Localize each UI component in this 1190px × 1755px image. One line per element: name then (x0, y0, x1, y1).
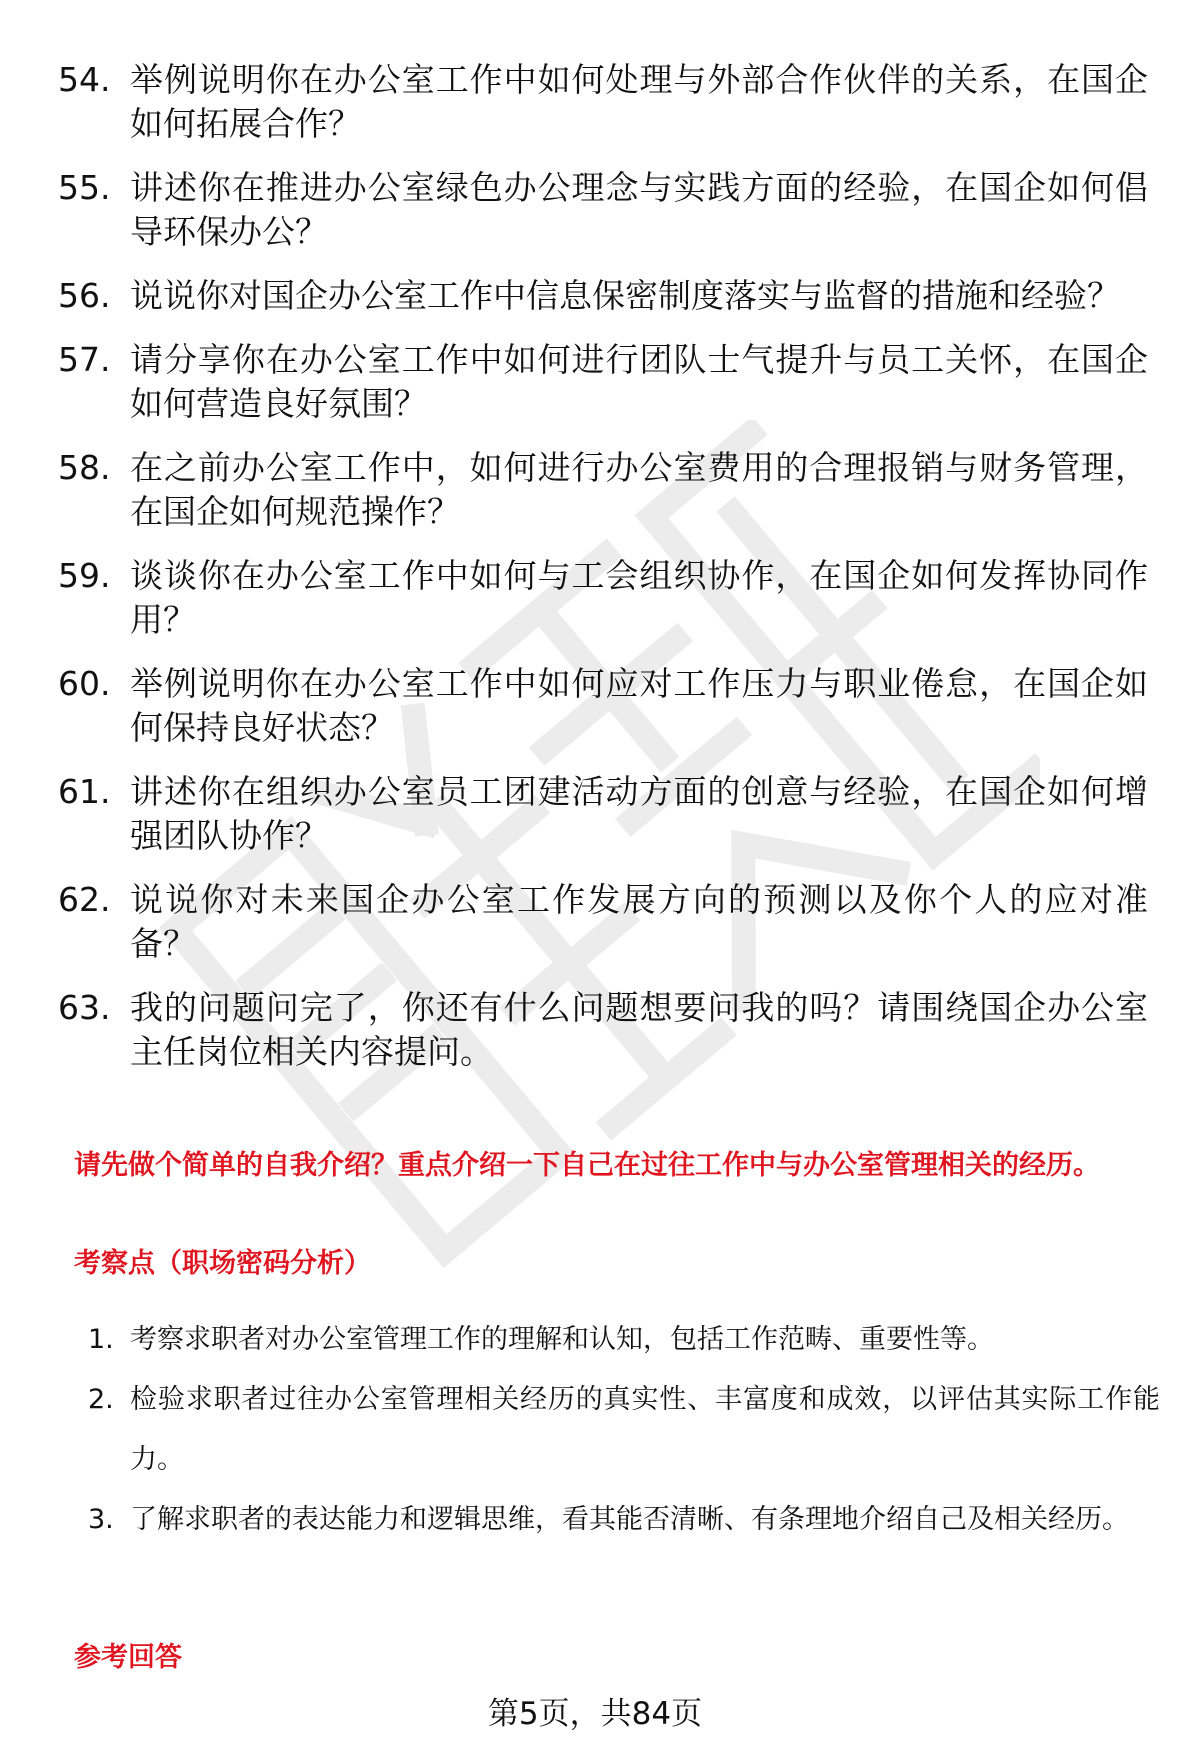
page-footer: 第5页，共84页 (487, 1696, 703, 1732)
interview-question-list (58, 58, 1148, 1094)
question-number: 59. (58, 556, 111, 595)
question-number: 61. (58, 772, 111, 811)
question-item (58, 338, 1148, 426)
exam-point-item (88, 1310, 1160, 1370)
question-text: 举例说明你在办公室工作中如何应对工作压力与职业倦怠，在国企如何保持良好状态？ (130, 664, 1148, 747)
highlight-question-heading: 请先做个简单的自我介绍？重点介绍一下自己在过往工作中与办公室管理相关的经历。 (74, 1150, 1100, 1181)
question-item (58, 446, 1148, 534)
question-number: 63. (58, 988, 111, 1027)
question-text: 讲述你在组织办公室员工团建活动方面的创意与经验，在国企如何增强团队协作？ (130, 772, 1148, 855)
question-text: 说说你对国企办公室工作中信息保密制度落实与监督的措施和经验？ (130, 276, 1120, 315)
exam-point-number: 3. (88, 1504, 114, 1535)
exam-point-text: 检验求职者过往办公室管理相关经历的真实性、丰富度和成效，以评估其实际工作能力。 (130, 1384, 1160, 1475)
question-text: 在之前办公室工作中，如何进行办公室费用的合理报销与财务管理，在国企如何规范操作？ (130, 448, 1148, 531)
question-number: 54. (58, 60, 111, 99)
exam-point-text: 了解求职者的表达能力和逻辑思维，看其能否清晰、有条理地介绍自己及相关经历。 (130, 1504, 1129, 1535)
exam-point-item (88, 1490, 1160, 1550)
question-number: 57. (58, 340, 111, 379)
exam-point-number: 2. (88, 1384, 114, 1415)
exam-point-number: 1. (88, 1324, 114, 1355)
question-item (58, 878, 1148, 966)
question-text: 谈谈你在办公室工作中如何与工会组织协作，在国企如何发挥协同作用？ (130, 556, 1148, 639)
question-item (58, 662, 1148, 750)
question-number: 62. (58, 880, 111, 919)
exam-points-list (88, 1310, 1160, 1550)
question-text: 讲述你在推进办公室绿色办公理念与实践方面的经验，在国企如何倡导环保办公？ (130, 168, 1148, 251)
question-number: 60. (58, 664, 111, 703)
exam-points-title: 考察点（职场密码分析） (74, 1248, 371, 1279)
question-item (58, 58, 1148, 146)
question-number: 58. (58, 448, 111, 487)
question-item (58, 166, 1148, 254)
question-item (58, 770, 1148, 858)
question-item (58, 274, 1148, 318)
question-number: 55. (58, 168, 111, 207)
exam-point-item (88, 1370, 1160, 1490)
question-item (58, 554, 1148, 642)
question-text: 请分享你在办公室工作中如何进行团队士气提升与员工关怀，在国企如何营造良好氛围？ (130, 340, 1148, 423)
question-text: 举例说明你在办公室工作中如何处理与外部合作伙伴的关系，在国企如何拓展合作？ (130, 60, 1148, 143)
exam-point-text: 考察求职者对办公室管理工作的理解和认知，包括工作范畴、重要性等。 (130, 1324, 994, 1355)
question-text: 我的问题问完了，你还有什么问题想要问我的吗？请围绕国企办公室主任岗位相关内容提问。 (130, 988, 1148, 1071)
question-text: 说说你对未来国企办公室工作发展方向的预测以及你个人的应对准备？ (130, 880, 1148, 963)
reference-answer-title: 参考回答 (74, 1642, 182, 1673)
question-item (58, 986, 1148, 1074)
question-number: 56. (58, 276, 111, 315)
